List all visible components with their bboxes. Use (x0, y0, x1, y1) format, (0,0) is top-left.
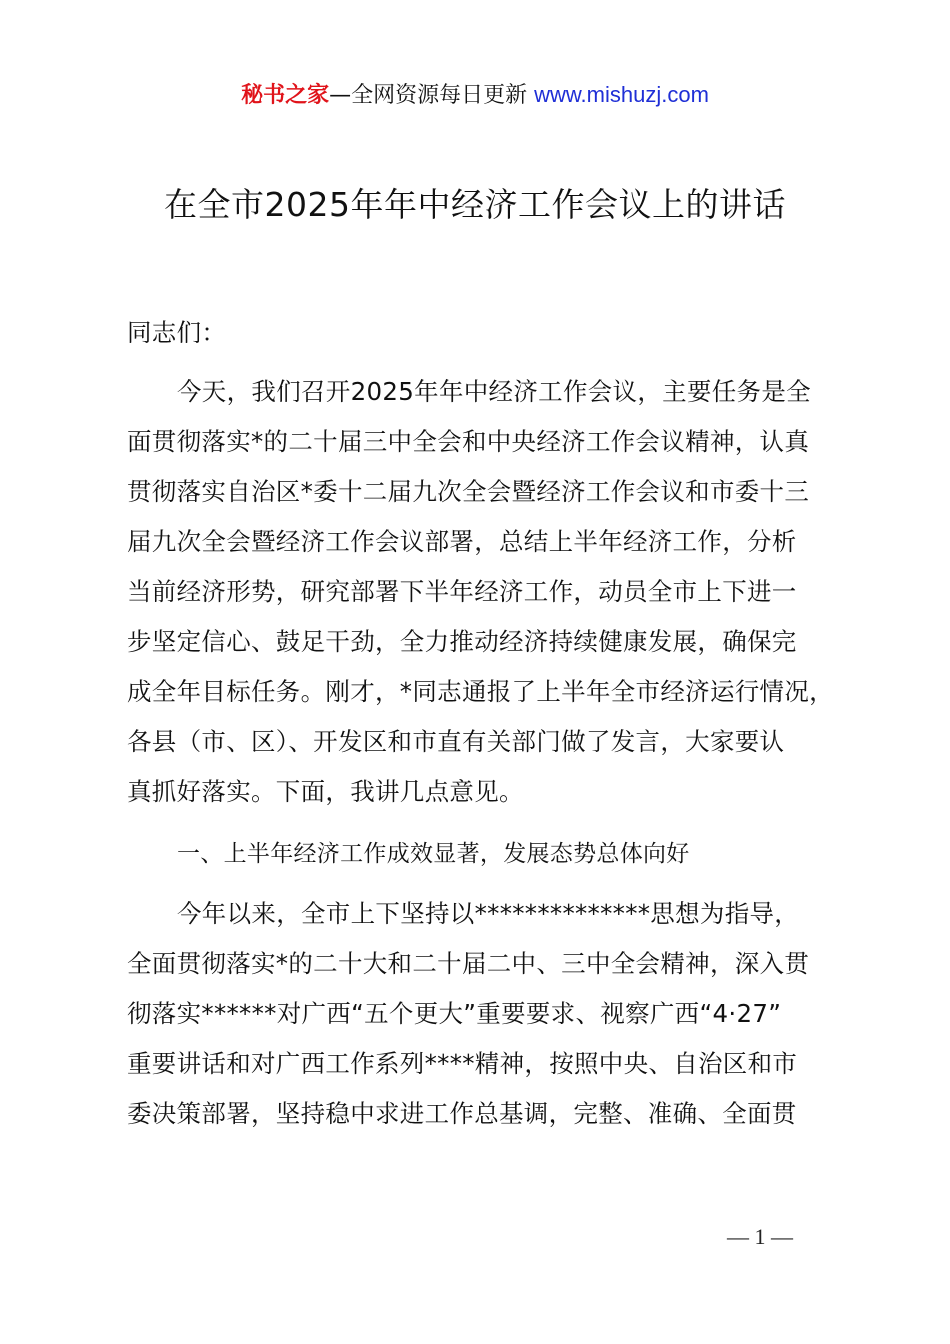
paragraph-line: 各县（市、区）、开发区和市直有关部门做了发言，大家要认 (127, 727, 785, 756)
paragraph-line: 今天，我们召开2025年年中经济工作会议，主要任务是全 (177, 377, 811, 406)
site-header (0, 80, 950, 111)
paragraph-line: 成全年目标任务。刚才，*同志通报了上半年全市经济运行情况， (127, 677, 834, 706)
paragraph-line: 委决策部署，坚持稳中求进工作总基调，完整、准确、全面贯 (127, 1099, 797, 1128)
paragraph-line: 贯彻落实自治区*委十二届九次全会暨经济工作会议和市委十三 (127, 477, 810, 506)
site-name: 秘书之家 (241, 83, 330, 108)
section-heading-text: 一、上半年经济工作成效显著，发展态势总体向好 (177, 841, 690, 867)
paragraph-line: 真抓好落实。下面，我讲几点意见。 (127, 777, 524, 806)
page-number: — 1 — (727, 1224, 793, 1249)
paragraph-line: 今年以来，全市上下坚持以**************思想为指导， (177, 899, 800, 928)
paragraph-line: 当前经济形势，研究部署下半年经济工作，动员全市上下进一 (127, 577, 797, 606)
paragraph-line: 彻落实******对广西“五个更大”重要要求、视察广西“4·27” (127, 999, 782, 1028)
paragraph-line: 全面贯彻落实*的二十大和二十届二中、三中全会精神，深入贯 (127, 949, 810, 978)
paragraph-line: 重要讲话和对广西工作系列****精神，按照中央、自治区和市 (127, 1049, 798, 1078)
document-title: 在全市2025年年中经济工作会议上的讲话 (164, 185, 786, 224)
site-url-link[interactable]: www.mishuzj.com (534, 82, 709, 107)
paragraph-line: 届九次全会暨经济工作会议部署，总结上半年经济工作，分析 (127, 527, 797, 556)
salutation-text: 同志们： (127, 318, 227, 347)
site-slogan: —全网资源每日更新 (329, 83, 528, 108)
paragraph-section-one (127, 889, 837, 1139)
paragraph-intro (127, 367, 837, 817)
paragraph-line: 面贯彻落实*的二十届三中全会和中央经济工作会议精神，认真 (127, 427, 810, 456)
salutation (127, 308, 837, 358)
paragraph-line: 步坚定信心、鼓足干劲，全力推动经济持续健康发展，确保完 (127, 627, 797, 656)
section-heading (127, 829, 837, 879)
